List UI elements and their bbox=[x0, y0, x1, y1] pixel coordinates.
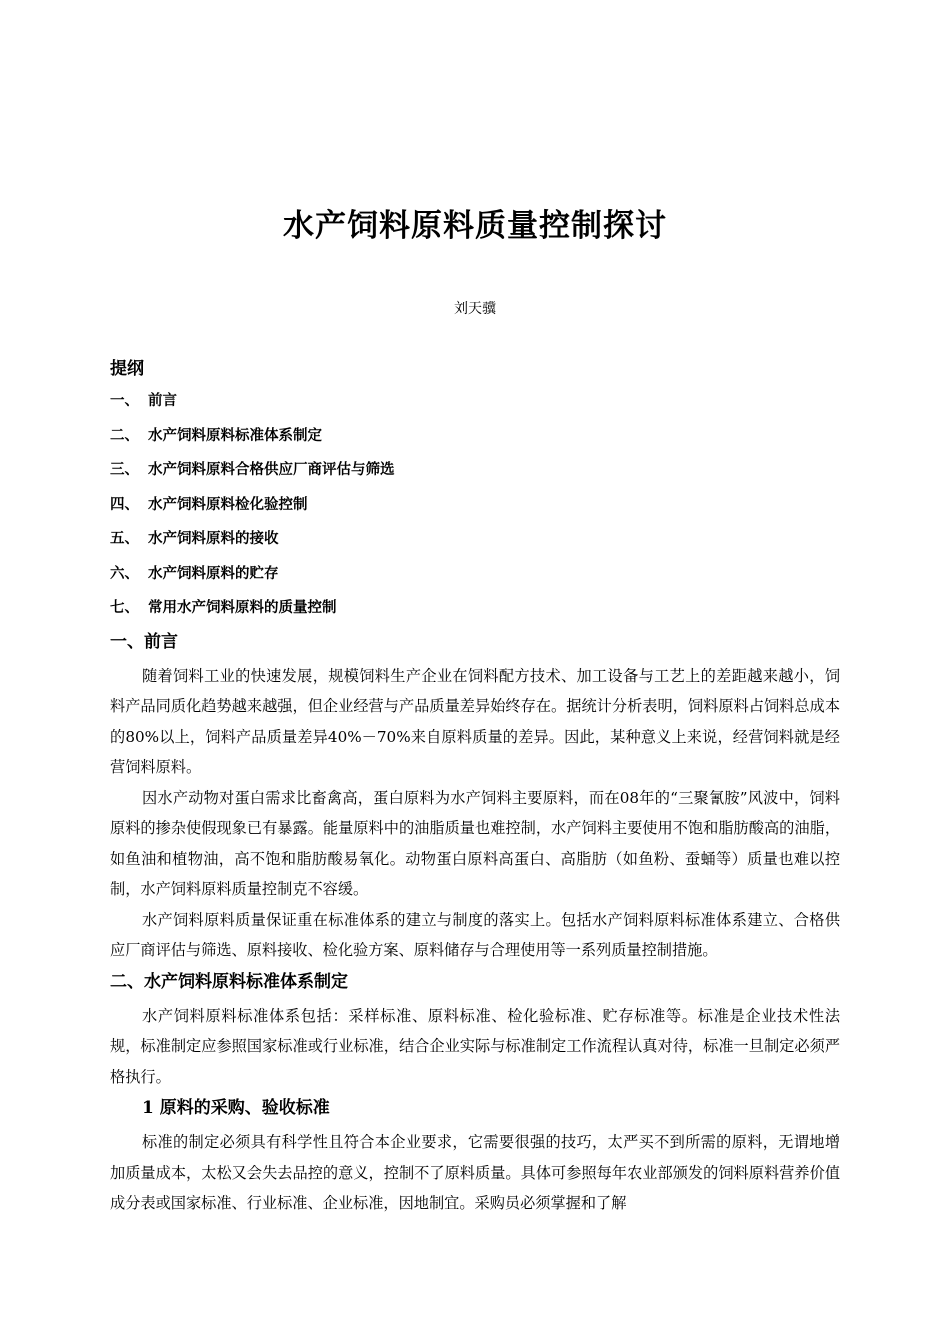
outline-item-label: 水产饲料原料合格供应厂商评估与筛选 bbox=[148, 461, 395, 478]
section-heading-standards: 二、水产饲料原料标准体系制定 bbox=[110, 971, 348, 992]
outline-item-label: 常用水产饲料原料的质量控制 bbox=[148, 599, 337, 616]
document-author: 刘天骥 bbox=[454, 301, 496, 317]
body-paragraph: 因水产动物对蛋白需求比畜禽高，蛋白原料为水产饲料主要原料，而在08年的“三聚氰胺”风波中，饲料原料的掺杂使假现象已有暴露。能量原料中的油脂质量也难控制，水产饲料主要使用不饱和脂肪酸高的油脂，如鱼油和植物油，高不饱和脂肪酸易氧化。动物蛋白原料高蛋白、高脂肪（如鱼粉、蚕蛹等）质量也难以控制，水产饲料原料质量控制克不容缓。 bbox=[110, 788, 840, 898]
outline-item bbox=[110, 528, 840, 550]
outline-item-number: 六、 bbox=[110, 564, 139, 582]
body-paragraph: 随着饲料工业的快速发展，规模饲料生产企业在饲料配方技术、加工设备与工艺上的差距越来越小，饲料产品同质化趋势越来越强，但企业经营与产品质量差异始终存在。据统计分析表明，饲料原料占饲料总成本的80%以上，饲料产品质量差异40%－70%来自原料质量的差异。因此，某种意义上来说，经营饲料就是经营饲料原料。 bbox=[110, 666, 840, 776]
outline-item-number: 二、 bbox=[110, 426, 139, 444]
outline-item-number: 五、 bbox=[110, 530, 139, 547]
outline-item-number: 四、 bbox=[110, 495, 139, 513]
outline-item-label: 前言 bbox=[148, 392, 177, 409]
body-paragraph: 水产饲料原料标准体系包括：采样标准、原料标准、检化验标准、贮存标准等。标准是企业技术性法规，标准制定应参照国家标准或行业标准，结合企业实际与标准制定工作流程认真对待，标准一旦制定必须严格执行。 bbox=[110, 1006, 840, 1086]
outline-item bbox=[110, 425, 840, 447]
outline-item bbox=[110, 563, 840, 585]
outline-item bbox=[110, 459, 840, 481]
section-heading-preface: 一、前言 bbox=[110, 631, 178, 652]
outline-item bbox=[110, 597, 840, 619]
document-body bbox=[110, 356, 840, 1219]
outline-item-label: 水产饲料原料检化验控制 bbox=[148, 495, 308, 513]
outline-item-label: 水产饲料原料标准体系制定 bbox=[148, 426, 322, 444]
outline-item bbox=[110, 390, 840, 412]
outline-item-label: 水产饲料原料的贮存 bbox=[148, 564, 279, 582]
outline-item-number: 一、 bbox=[110, 392, 139, 409]
outline-item-number: 三、 bbox=[110, 461, 139, 478]
outline-heading: 提纲 bbox=[110, 359, 144, 379]
body-paragraph: 水产饲料原料质量保证重在标准体系的建立与制度的落实上。包括水产饲料原料标准体系建立、合格供应厂商评估与筛选、原料接收、检化验方案、原料储存与合理使用等一系列质量控制措施。 bbox=[110, 910, 840, 959]
document-title: 水产饲料原料质量控制探讨 bbox=[283, 208, 667, 244]
subsection-heading: 1 原料的采购、验收标准 bbox=[142, 1098, 330, 1118]
outline-item bbox=[110, 494, 840, 516]
body-paragraph: 标准的制定必须具有科学性且符合本企业要求，它需要很强的技巧，太严买不到所需的原料，无谓地增加质量成本，太松又会失去品控的意义，控制不了原料质量。具体可参照每年农业部颁发的饲料原料营养价值成分表或国家标准、行业标准、企业标准，因地制宜。采购员必须掌握和了解 bbox=[110, 1133, 840, 1212]
outline-item-number: 七、 bbox=[110, 599, 139, 616]
outline-item-label: 水产饲料原料的接收 bbox=[148, 530, 279, 547]
